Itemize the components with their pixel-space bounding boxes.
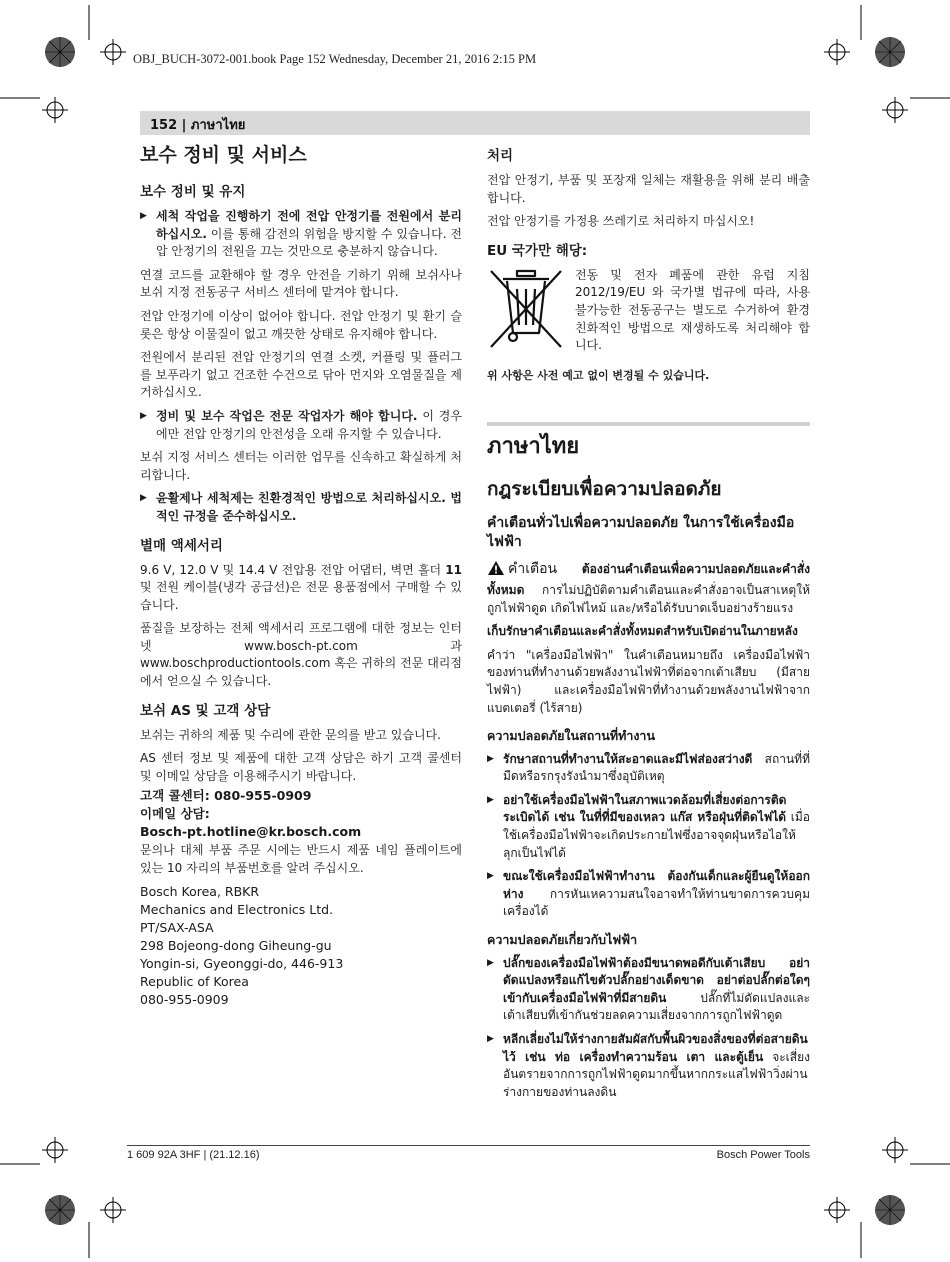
email-label: 이메일 상담: xyxy=(140,806,210,822)
paragraph: 전원에서 분리된 전압 안정기의 연결 소켓, 커플링 및 플러그를 보푸라기 없고 건조한 수건으로 닦아 먼지와 오염물질을 제거하십시오. xyxy=(140,350,462,400)
paragraph: 전압 안정기, 부품 및 포장재 일체는 재활용을 위해 분리 배출합니다. xyxy=(487,173,810,205)
email-address[interactable]: Bosch-pt.hotline@kr.bosch.com xyxy=(140,823,362,839)
bullet-lubricants: ▶ 윤활제나 세척제는 친환경적인 방법으로 처리하십시오. 법적인 규정을 준수하십시오. xyxy=(140,490,462,525)
bullet-bold: อย่าใช้เครื่องมือไฟฟ้าในสภาพแวดล้อมที่เสี่ยงต่อการติดระเบิดได้ เช่น ในที่ที่มีของเหลว แก๊ส หรือฝุ่นที่ติดไฟได้ xyxy=(503,792,787,825)
bullet-work-2 xyxy=(487,792,810,862)
subheading-eu: EU 국가만 해당: xyxy=(487,242,588,259)
paragraph-accessories xyxy=(140,562,462,615)
warning-label: คำเตือน xyxy=(508,561,558,578)
thai-section-title: ภาษาไทย xyxy=(487,434,580,460)
thai-safety-heading: กฎระเบียบเพื่อความปลอดภัย xyxy=(487,478,722,501)
bullet-text: 이 경우에만 전압 안정기의 안전성을 오래 유지할 수 있습니다. xyxy=(156,408,462,441)
footer-brand: Bosch Power Tools xyxy=(716,1149,810,1161)
weee-text: 전동 및 전자 폐품에 관한 유럽 지침 2012/19/EU 와 국가별 법규에 따라, 사용 불가능한 전동공구는 별도로 수거하여 환경 친화적인 방법으로 재생하도록 처리해야 합니다. xyxy=(575,267,810,353)
bullet-text: เมื่อใช้เครื่องมือไฟฟ้าจะเกิดประกายไฟซึ่งอาจจุดฝุ่นหรือไอให้ลุกเป็นไฟได้ xyxy=(503,810,810,860)
thai-general-warnings-heading: คำเตือนทั่วไปเพื่อความปลอดภัย ในการใช้เครื่องมือไฟฟ้า xyxy=(487,515,795,551)
address-line: Republic of Korea xyxy=(140,974,249,990)
section-heading-service: 보수 정비 및 서비스 xyxy=(140,144,307,166)
address-line: Yongin-si, Gyeonggi-do, 446-913 xyxy=(140,956,344,972)
bullet-text: จะเสี่ยงอันตรายจากการถูกไฟฟ้าดูดมากขึ้นหากกระแสไฟฟ้าวิ่งผ่านร่างกายของท่านลงดิน xyxy=(503,1049,810,1099)
text: 및 전원 케이블(냉각 공급선)은 전문 용품점에서 구매할 수 있습니다. xyxy=(140,580,462,612)
paragraph: 연결 코드를 교환해야 할 경우 안전을 기하기 위해 보쉬사나 보쉬 지정 전동공구 서비스 센터에 맡겨야 합니다. xyxy=(140,267,462,300)
bullet-text: 이를 통해 감전의 위험을 방지할 수 있습니다. 전압 안정기의 전원을 끄는 것만으로 충분하지 않습니다. xyxy=(156,226,462,259)
bullet-bold: หลีกเลี่ยงไม่ให้ร่างกายสัมผัสกับพื้นผิวของสิ่งของที่ต่อสายดินไว้ เช่น ท่อ เครื่องทำความร้อน เตา และตู้เย็น xyxy=(503,1032,808,1064)
weee-block xyxy=(487,267,810,361)
subheading-accessories: 별매 액세서리 xyxy=(140,537,223,554)
left-column xyxy=(140,142,462,1009)
bullet-bold: 정비 및 보수 작업은 전문 작업자가 해야 합니다. xyxy=(156,408,418,423)
address-line: Mechanics and Electronics Ltd. xyxy=(140,902,334,918)
address-line: 080-955-0909 xyxy=(140,992,229,1008)
paragraph: 전압 안정기를 가정용 쓰레기로 처리하지 마십시오! xyxy=(487,214,755,229)
term-definition: คำว่า "เครื่องมือไฟฟ้า" ในคำเตือนหมายถึง เครื่องมือไฟฟ้าของท่านที่ทำงานด้วยพลังงานไฟฟ้าที่ต่อจากเต้าเสียบ (มีสายไฟฟ้า) และเครื่องมือไฟฟ้าที่ทำงานด้วยพลังงานไฟฟ้าจากแบตเตอรี่ (ไร้สาย) xyxy=(487,647,810,715)
bullet-unplug xyxy=(140,208,462,261)
address-line: PT/SAX-ASA xyxy=(140,920,214,936)
bullet-elec-1 xyxy=(487,955,810,1025)
bullet-text: ปลั๊กที่ไม่ดัดแปลงและเต้าเสียบที่เข้ากันช่วยลดความเสี่ยงจากการถูกไฟฟ้าดูด xyxy=(503,990,810,1023)
bullet-text: สถานที่ที่มืดหรือรกรุงรังนำมาซึ่งอุบัติเหตุ xyxy=(503,751,810,784)
paragraph: 보쉬는 귀하의 제품 및 수리에 관한 문의를 받고 있습니다. xyxy=(140,727,441,742)
change-notice: 위 사항은 사전 예고 없이 변경될 수 있습니다. xyxy=(487,368,710,382)
subheading-electrical: ความปลอดภัยเกี่ยวกับไฟฟ้า xyxy=(487,932,638,948)
ref-number: 11 xyxy=(445,562,462,577)
call-center: 고객 콜센터: 080-955-0909 xyxy=(140,788,312,804)
section-divider xyxy=(487,422,810,426)
paragraph: 전압 안정기에 이상이 없어야 합니다. 전압 안정기 및 환기 슬롯은 항상 이물질이 없고 깨끗한 상태로 유지해야 합니다. xyxy=(140,308,462,341)
bullet-qualified xyxy=(140,408,462,443)
address-line: 298 Bojeong-dong Giheung-gu xyxy=(140,938,332,954)
paragraph: 보쉬 지정 서비스 센터는 이러한 업무를 신속하고 확실하게 처리합니다. xyxy=(140,450,462,482)
footer-rule xyxy=(127,1145,810,1146)
bullet-bold: ขณะใช้เครื่องมือไฟฟ้าทำงาน ต้องกันเด็กและผู้ยืนดูให้ออกห่าง xyxy=(503,869,810,901)
subheading-maintenance: 보수 정비 및 유지 xyxy=(140,184,246,200)
address-block xyxy=(140,883,462,1009)
paragraph: 문의나 대체 부품 주문 시에는 반드시 제품 네임 플레이트에 있는 10 자리의 부품번호를 알려 주십시오. xyxy=(140,843,462,875)
address-line: Bosch Korea, RBKR xyxy=(140,884,260,900)
warning-bold: ต้องอ่านคำเตือนเพื่อความปลอดภัยและคำสั่งทั้งหมด xyxy=(487,562,810,597)
warning-text: การไม่ปฏิบัติตามคำเตือนและคำสั่งอาจเป็นสาเหตุให้ถูกไฟฟ้าดูด เกิดไฟไหม้ และ/หรือได้รับบาดเจ็บอย่างร้ายแรง xyxy=(487,582,810,615)
subheading-work-area: ความปลอดภัยในสถานที่ทำงาน xyxy=(487,728,655,744)
bullet-bold: รักษาสถานที่ทำงานให้สะอาดและมีไฟส่องสว่างดี xyxy=(503,751,753,766)
keep-instructions: เก็บรักษาคำเตือนและคำสั่งทั้งหมดสำหรับเปิดอ่านในภายหลัง xyxy=(487,624,798,639)
file-header: OBJ_BUCH-3072-001.book Page 152 Wednesday, December 21, 2016 2:15 PM xyxy=(133,52,537,66)
crossed-bin-icon xyxy=(487,267,565,351)
subheading-disposal: 처리 xyxy=(487,148,514,164)
warning-paragraph xyxy=(487,560,810,617)
bullet-elec-2 xyxy=(487,1031,810,1101)
subheading-after-sales: 보쉬 AS 및 고객 상담 xyxy=(140,702,271,719)
bullet-bold: 세척 작업을 진행하기 전에 전압 안정기를 전원에서 분리하십시오. xyxy=(156,209,462,241)
warning-triangle-icon xyxy=(487,560,505,582)
paragraph-accessories-info: 품질을 보장하는 전체 액세서리 프로그램에 대한 정보는 인터넷 www.bosch-pt.com 과 www.boschproductiontools.com 혹은 귀하의 전문 대리점에서 얻으실 수 있습니다. xyxy=(140,621,462,689)
footer-doc-code: 1 609 92A 3HF | (21.12.16) xyxy=(127,1149,260,1161)
bullet-bold: ปลั๊กของเครื่องมือไฟฟ้าต้องมีขนาดพอดีกับเต้าเสียบ อย่าดัดแปลงหรือแก้ไขตัวปลั๊กอย่างเด็ดขาด อย่าต่อปลั๊กต่อใดๆ เข้ากับเครื่องมือไฟฟ้าที่มีสายดิน xyxy=(503,955,810,1005)
bullet-work-3 xyxy=(487,868,810,921)
bullet-text: การหันเหความสนใจอาจทำให้ท่านขาดการควบคุมเครื่องได้ xyxy=(503,886,810,919)
page-header: 152 | ภาษาไทย xyxy=(150,118,246,133)
text: 9.6 V, 12.0 V 및 14.4 V 전압용 전압 어댑터, 벽면 홀더 xyxy=(140,562,446,577)
paragraph: AS 센터 정보 및 제품에 대한 고객 상담은 하기 고객 콜센터 및 이메일 상담을 이용해주시기 바랍니다. xyxy=(140,751,462,783)
bullet-work-1 xyxy=(487,751,810,786)
right-column xyxy=(487,146,810,1107)
